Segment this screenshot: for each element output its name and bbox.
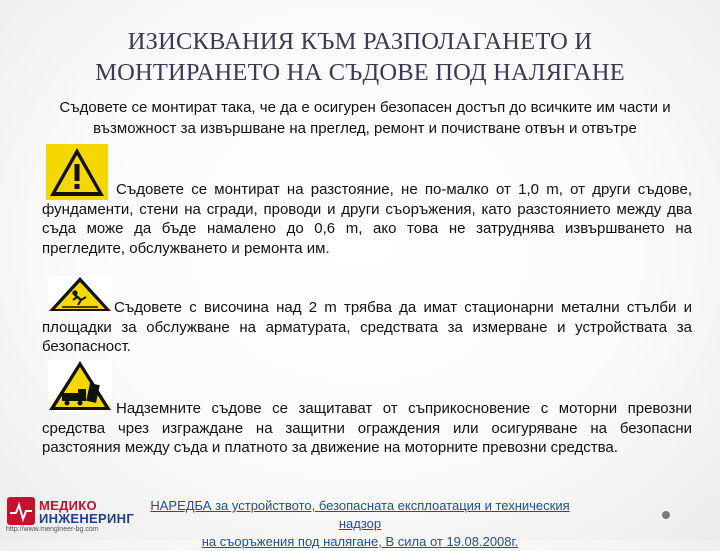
logo-text-line-1: МЕДИКО <box>39 498 97 513</box>
list-item <box>42 399 692 458</box>
decorative-dot <box>662 511 670 519</box>
logo-text-line-2: ИНЖЕНЕРИНГ <box>39 511 134 526</box>
intro-text: Съдовете се монтират така, че да е осигурен безопасен достъп до всичките им части и възможност за извършване на преглед, ремонт и почистване отвън и отвътре <box>59 99 671 137</box>
logo-url: http://www.mengineer-bg.com <box>6 526 99 533</box>
footer-line-2[interactable]: на съоръжения под налягане, В сила от 19.08.2008г. <box>201 534 519 549</box>
page-title <box>0 26 720 88</box>
title-line-2: МОНТИРАНЕТО НА СЪДОВЕ ПОД НАЛЯГАНЕ <box>95 59 625 86</box>
list-item <box>42 298 692 357</box>
footer-line-1[interactable]: НАРЕДБА за устройството, безопасната експлоатация и техническия надзор <box>150 498 570 531</box>
item-text: Съдовете с височина над 2 m трябва да имат стационарни метални стълби и площадки за обслужване на арматурата, средствата за измерване и устройствата за безопасност. <box>42 299 692 355</box>
item-text: Надземните съдове се защитават от съприкосновение с моторни превозни средства чрез изграждане на защитни ограждения или осигуряване на безопасни разстояния между съда и платното за движение на моторните превозни средства. <box>42 400 692 456</box>
company-logo <box>6 496 146 536</box>
title-line-1: ИЗИСКВАНИЯ КЪМ РАЗПОЛАГАНЕТО И <box>127 28 593 55</box>
heartbeat-logo-icon <box>6 496 36 526</box>
regulation-link[interactable] <box>150 497 570 551</box>
item-text: Съдовете се монтират на разстояние, не по-малко от 1,0 m, от други съдове, фундаменти, стени на сгради, проводи и други съоръжения, като разстоянието между два съда може да бъде намалено до 0,6 m, ако това не затруднява извършването на прегледите, обслужването и ремонта им. <box>42 181 692 257</box>
list-item <box>42 180 692 258</box>
